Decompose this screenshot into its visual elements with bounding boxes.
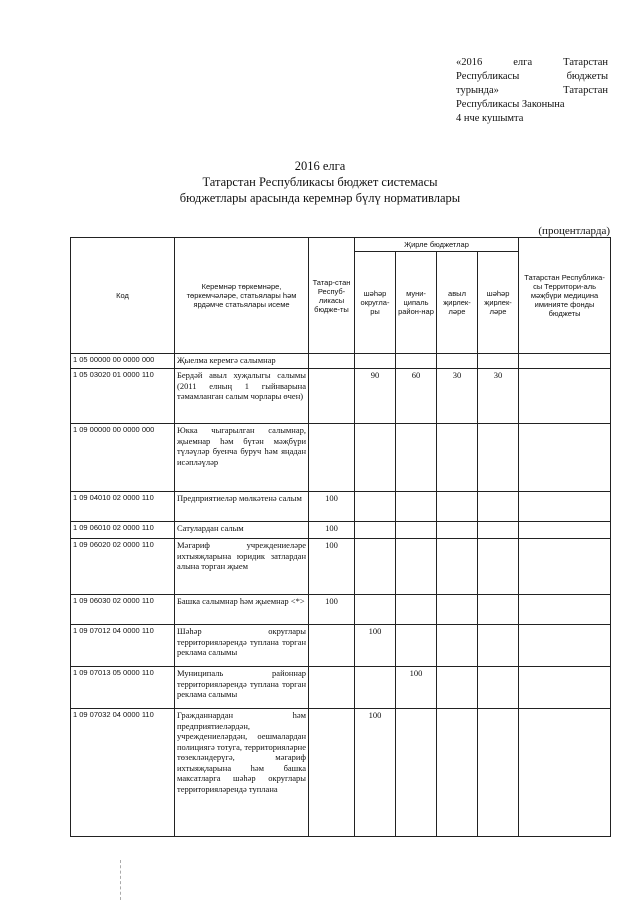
row-municipal xyxy=(396,625,437,667)
row-name: Башка салымнар һәм җыемнар <*> xyxy=(175,595,309,625)
row-code: 1 09 06030 02 0000 110 xyxy=(71,595,175,625)
distribution-norms-table xyxy=(70,237,611,837)
row-fund xyxy=(519,625,611,667)
row-code: 1 09 06010 02 0000 110 xyxy=(71,522,175,539)
row-rural xyxy=(437,595,478,625)
appendix-line: «2016 елга Татарстан xyxy=(456,57,608,68)
row-city xyxy=(355,667,396,709)
row-urban xyxy=(478,625,519,667)
row-rural xyxy=(437,424,478,492)
row-rural: 30 xyxy=(437,369,478,424)
row-code: 1 09 00000 00 0000 000 xyxy=(71,424,175,492)
row-urban xyxy=(478,667,519,709)
row-city: 90 xyxy=(355,369,396,424)
row-city xyxy=(355,522,396,539)
row-fund xyxy=(519,492,611,522)
row-code: 1 05 00000 00 0000 000 xyxy=(71,354,175,369)
row-municipal xyxy=(396,539,437,595)
row-urban xyxy=(478,424,519,492)
appendix-note xyxy=(456,56,608,126)
row-rural xyxy=(437,492,478,522)
row-rural xyxy=(437,709,478,837)
row-fund xyxy=(519,595,611,625)
header-name: Керемнәр төркемнәре, төркемчәләре, статьялары һәм ярдәмче статьялары исеме xyxy=(175,238,309,354)
row-city: 100 xyxy=(355,709,396,837)
row-urban: 30 xyxy=(478,369,519,424)
row-fund xyxy=(519,369,611,424)
table-row xyxy=(71,667,611,709)
row-code: 1 05 03020 01 0000 110 xyxy=(71,369,175,424)
row-rural xyxy=(437,667,478,709)
table-row xyxy=(71,625,611,667)
row-name: Шәһәр округлары территорияләрендә туплана торган реклама салымы xyxy=(175,625,309,667)
header-republic-budget: Татар-стан Респуб-ликасы бюдже-ты xyxy=(309,238,355,354)
row-name: Сатулардан салым xyxy=(175,522,309,539)
row-code: 1 09 07012 04 0000 110 xyxy=(71,625,175,667)
row-municipal xyxy=(396,595,437,625)
document-title xyxy=(0,158,640,206)
row-city xyxy=(355,539,396,595)
row-code: 1 09 07013 05 0000 110 xyxy=(71,667,175,709)
units-label: (процентларда) xyxy=(538,225,610,237)
row-municipal xyxy=(396,709,437,837)
row-code: 1 09 06020 02 0000 110 xyxy=(71,539,175,595)
row-rural xyxy=(437,354,478,369)
appendix-line: Республикасы бюджеты xyxy=(456,71,608,82)
row-name: Мәгариф учреждениеләре ихтыяҗларына юридик затлардан алына торган җыем xyxy=(175,539,309,595)
table-row xyxy=(71,595,611,625)
appendix-line: Республикасы Законына xyxy=(456,99,565,110)
header-local-budgets: Җирле бюджетлар xyxy=(355,238,519,252)
row-urban xyxy=(478,595,519,625)
row-republic xyxy=(309,369,355,424)
row-city xyxy=(355,492,396,522)
row-urban xyxy=(478,539,519,595)
row-name: Җыелма керемгә салымнар xyxy=(175,354,309,369)
table-row xyxy=(71,424,611,492)
row-name: Гражданнардан һәм предприятиеләрдән, учреждениеләрдән, оешмалардан полициягә тотуга, территорияләрне төзекләндерүгә, мәгариф ихтыяҗларына һәм башка максатларга шәһәр округлары территорияләрендә туплана xyxy=(175,709,309,837)
row-code: 1 09 04010 02 0000 110 xyxy=(71,492,175,522)
table-row xyxy=(71,709,611,837)
row-rural xyxy=(437,625,478,667)
table-row xyxy=(71,539,611,595)
row-republic xyxy=(309,625,355,667)
row-republic: 100 xyxy=(309,492,355,522)
row-city: 100 xyxy=(355,625,396,667)
row-urban xyxy=(478,709,519,837)
row-fund xyxy=(519,354,611,369)
row-republic xyxy=(309,667,355,709)
row-name: Юкка чыгарылган салымнар, җыемнар һәм бүтән мәҗбүри түләүләр буенча буруч һәм яңадан исәпләүләр xyxy=(175,424,309,492)
title-line-3: бюджетлары арасында керемнәр бүлү нормативлары xyxy=(179,191,461,205)
table-row xyxy=(71,492,611,522)
row-municipal xyxy=(396,522,437,539)
row-rural xyxy=(437,539,478,595)
title-line-2: Татарстан Республикасы бюджет системасы xyxy=(202,175,438,189)
row-republic: 100 xyxy=(309,522,355,539)
row-city xyxy=(355,354,396,369)
row-fund xyxy=(519,424,611,492)
table-row xyxy=(71,369,611,424)
row-name: Муниципаль районнар территорияләрендә туплана торган реклама салымы xyxy=(175,667,309,709)
row-republic: 100 xyxy=(309,539,355,595)
scan-margin-mark xyxy=(120,860,122,900)
row-city xyxy=(355,595,396,625)
row-code: 1 09 07032 04 0000 110 xyxy=(71,709,175,837)
row-republic: 100 xyxy=(309,595,355,625)
row-fund xyxy=(519,539,611,595)
row-fund xyxy=(519,667,611,709)
row-name: Предприятиеләр мөлкәтенә салым xyxy=(175,492,309,522)
row-name: Бердәй авыл хуҗалыгы салымы (2011 елның 1 гыйнварына тәмамланган салым чорлары өчен) xyxy=(175,369,309,424)
header-medical-fund: Татарстан Республика-сы Территори-аль мәҗбүри медицина иминияте фонды бюджеты xyxy=(519,238,611,354)
title-line-1: 2016 елга xyxy=(294,159,346,173)
header-city-districts: шәһәр округла-ры xyxy=(355,252,396,354)
header-rural-settlements: авыл җирлек-ләре xyxy=(437,252,478,354)
row-republic xyxy=(309,709,355,837)
row-municipal xyxy=(396,424,437,492)
appendix-line: 4 нче кушымта xyxy=(456,113,524,124)
header-urban-settlements: шәһәр җирлек-ләре xyxy=(478,252,519,354)
row-municipal: 100 xyxy=(396,667,437,709)
row-urban xyxy=(478,522,519,539)
table-row xyxy=(71,354,611,369)
row-fund xyxy=(519,522,611,539)
row-municipal xyxy=(396,492,437,522)
row-republic xyxy=(309,424,355,492)
row-urban xyxy=(478,492,519,522)
row-city xyxy=(355,424,396,492)
row-municipal xyxy=(396,354,437,369)
row-republic xyxy=(309,354,355,369)
row-fund xyxy=(519,709,611,837)
row-municipal: 60 xyxy=(396,369,437,424)
appendix-line: турында» Татарстан xyxy=(456,85,608,96)
header-code: Код xyxy=(71,238,175,354)
table-row xyxy=(71,522,611,539)
row-rural xyxy=(437,522,478,539)
row-urban xyxy=(478,354,519,369)
header-municipal-districts: муни-ципаль район-нар xyxy=(396,252,437,354)
